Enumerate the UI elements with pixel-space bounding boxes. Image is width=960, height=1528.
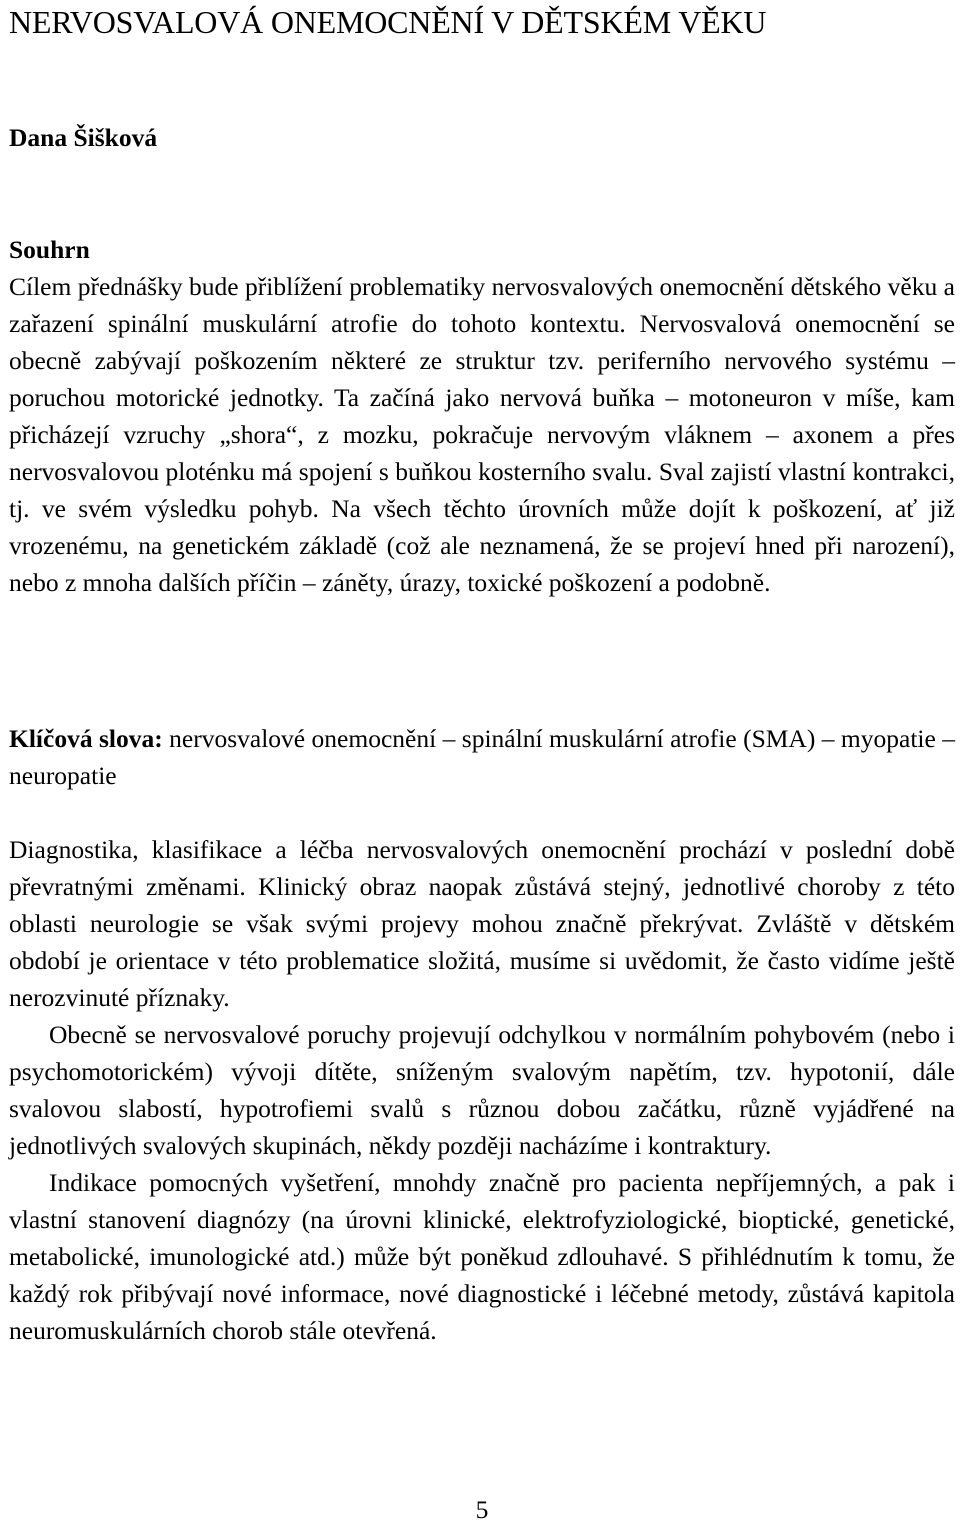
summary-paragraph: Cílem přednášky bude přiblížení problematiky nervosvalových onemocnění dětského věku a zařazení spinální muskulární atrofie do tohoto kontextu. Nervosvalová onemocnění se obecně zabývají poškozením některé ze struktur tzv. periferního nervového systému – poruchou motorické jednotky. Ta začíná jako nervová buňka – motoneuron v míše, kam přicházejí vzruchy „shora“, z mozku, pokračuje nervovým vláknem – axonem a přes nervosvalovou ploténku má spojení s buňkou kosterního svalu. Sval zajistí vlastní kontrakci, tj. ve svém výsledku pohyb. Na všech těchto úrovních může dojít k poškození, ať již vrozenému, na genetickém základě (což ale neznamená, že se projeví hned při narození), nebo z mnoha dalších příčin – záněty, úrazy, toxické poškození a podobně. — [9, 272, 955, 597]
summary-heading: Souhrn — [9, 235, 90, 264]
keywords-text: nervosvalové onemocnění – spinální muskulární atrofie (SMA) – myopatie – neuropatie — [9, 724, 955, 790]
body-text — [9, 831, 955, 1349]
author-name: Dana Šišková — [9, 123, 158, 152]
body-paragraph-3: Indikace pomocných vyšetření, mnohdy značně pro pacienta nepříjemných, a pak i vlastní stanovení diagnózy (na úrovni klinické, elektrofyziologické, bioptické, genetické, metabolické, imunologické atd.) může být poněkud zdlouhavé. S přihlédnutím k tomu, že každý rok přibývají nové informace, nové diagnostické i léčebné metody, zůstává kapitola neuromuskulárních chorob stále otevřená. — [9, 1168, 955, 1345]
keywords-paragraph — [9, 720, 955, 794]
document-title: NERVOSVALOVÁ ONEMOCNĚNÍ V DĚTSKÉM VĚKU — [9, 4, 767, 40]
page-number: 5 — [475, 1495, 489, 1524]
keywords-label: Klíčová slova: — [9, 724, 163, 753]
body-paragraph-2: Obecně se nervosvalové poruchy projevují odchylkou v normálním pohybovém (nebo i psychomotorickém) vývoji dítěte, sníženým svalovým napětím, tzv. hypotonií, dále svalovou slabostí, hypotrofiemi svalů s různou dobou začátku, různě vyjádřené na jednotlivých svalových skupinách, někdy později nacházíme i kontraktury. — [9, 1020, 955, 1160]
body-paragraph-1: Diagnostika, klasifikace a léčba nervosvalových onemocnění prochází v poslední době převratnými změnami. Klinický obraz naopak zůstává stejný, jednotlivé choroby z této oblasti neurologie se však svými projevy mohou značně překrývat. Zvláště v dětském období je orientace v této problematice složitá, musíme si uvědomit, že často vidíme ještě nerozvinuté příznaky. — [9, 835, 955, 1012]
